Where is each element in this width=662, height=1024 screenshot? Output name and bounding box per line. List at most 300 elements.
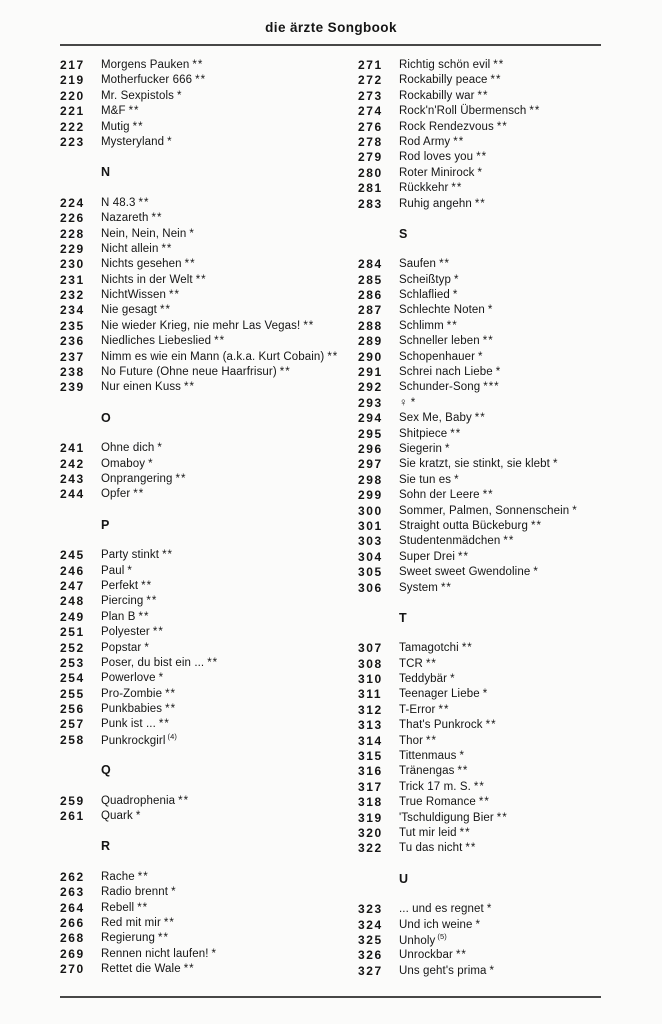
edition-asterisk-mark: **	[151, 212, 163, 225]
song-entry	[60, 671, 360, 686]
song-title: That's Punkrock **	[399, 719, 497, 732]
edition-asterisk-mark: *	[459, 750, 465, 763]
song-page-number: 251	[60, 625, 85, 640]
song-title: Und ich weine *	[399, 918, 482, 931]
song-entry	[358, 734, 658, 749]
song-title: Unholy $^{(5)}$	[399, 931, 447, 947]
song-page-number: 230	[60, 257, 85, 272]
song-page-number: 266	[60, 915, 85, 930]
edition-asterisk-mark: **	[530, 519, 542, 532]
song-entry	[358, 473, 658, 488]
song-entry	[358, 319, 658, 334]
section-letter: Q	[101, 763, 111, 778]
index-column-right	[358, 58, 658, 979]
song-page-number: 297	[358, 457, 383, 472]
song-page-number: 293	[358, 395, 383, 410]
song-title: Schneller leben **	[399, 335, 494, 348]
edition-asterisk-mark: *	[171, 886, 177, 899]
song-entry	[358, 135, 658, 150]
song-entry	[358, 73, 658, 88]
edition-asterisk-mark: *	[135, 810, 142, 823]
edition-asterisk-mark: **	[453, 135, 465, 148]
song-page-number: 316	[358, 764, 383, 779]
song-entry	[60, 441, 360, 456]
song-entry	[358, 519, 658, 534]
song-page-number: 219	[60, 73, 85, 88]
song-page-number: 311	[358, 687, 383, 702]
song-entry	[60, 457, 360, 472]
song-entry	[60, 242, 360, 257]
song-page-number: 280	[358, 165, 383, 180]
song-page-number: 298	[358, 472, 383, 487]
song-page-number: 244	[60, 487, 85, 502]
song-entry	[358, 764, 658, 779]
song-page-number: 232	[60, 288, 85, 303]
song-page-number: 237	[60, 349, 85, 364]
song-title: Party stinkt **	[101, 549, 174, 562]
edition-asterisk-mark: **	[279, 366, 291, 379]
page-title: die ärzte Songbook	[265, 20, 397, 35]
edition-asterisk-mark: **	[474, 412, 486, 425]
song-title: Omaboy *	[101, 457, 154, 470]
song-entry	[60, 350, 360, 365]
song-entry	[358, 120, 658, 135]
edition-asterisk-mark: *	[489, 964, 496, 977]
song-entry	[358, 687, 658, 702]
song-entry	[358, 749, 658, 764]
song-entry	[60, 656, 360, 671]
song-title: Saufen **	[399, 258, 451, 271]
song-page-number: 258	[60, 732, 85, 747]
song-entry	[60, 89, 360, 104]
song-entry	[60, 931, 360, 946]
song-title: Red mit mir **	[101, 916, 175, 929]
song-entry	[358, 89, 658, 104]
song-title: Super Drei **	[399, 550, 469, 563]
song-page-number: 247	[60, 578, 85, 593]
song-title: Scheißtyp *	[399, 273, 460, 286]
song-title: Onprangering **	[101, 472, 187, 485]
song-title: Pro-Zombie **	[101, 687, 177, 700]
song-title: Piercing **	[101, 595, 158, 608]
song-page-number: 239	[60, 380, 85, 395]
song-title: ... und es regnet *	[399, 903, 493, 916]
edition-asterisk-mark: *	[454, 273, 460, 286]
song-page-number: 305	[358, 565, 383, 580]
song-title: Perfekt **	[101, 579, 153, 592]
song-entry	[60, 548, 360, 563]
edition-asterisk-mark: **	[163, 916, 175, 929]
song-entry	[60, 794, 360, 809]
song-title: Tu das nicht **	[399, 842, 477, 855]
edition-asterisk-mark: **	[152, 626, 164, 639]
song-page-number: 262	[60, 869, 85, 884]
edition-asterisk-mark: **	[158, 718, 170, 731]
header-rule	[60, 44, 601, 46]
song-title: Ohne dich *	[101, 442, 163, 455]
edition-asterisk-mark: **	[138, 610, 150, 623]
edition-asterisk-mark: **	[195, 74, 207, 87]
song-title: Studentenmädchen **	[399, 535, 515, 548]
song-entry	[60, 365, 360, 380]
song-title: Rockabilly peace **	[399, 74, 502, 87]
section-letter: O	[101, 410, 111, 425]
song-title: Paul *	[101, 564, 133, 577]
song-page-number: 289	[358, 334, 383, 349]
song-title: Punkbabies **	[101, 703, 177, 716]
song-page-number: 243	[60, 471, 85, 486]
song-page-number: 235	[60, 318, 85, 333]
song-title: Nimm es wie ein Mann (a.k.a. Kurt Cobain) **	[101, 350, 339, 363]
song-entry	[60, 196, 360, 211]
song-title: Mutig **	[101, 120, 144, 133]
song-title: Nichts in der Welt **	[101, 273, 207, 286]
song-entry	[60, 579, 360, 594]
edition-asterisk-mark: *	[211, 947, 217, 960]
song-title: Nein, Nein, Nein *	[101, 227, 195, 240]
song-page-number: 276	[358, 119, 383, 134]
song-title: Quadrophenia **	[101, 794, 190, 807]
song-entry	[358, 257, 658, 272]
edition-asterisk-mark: **	[137, 870, 149, 883]
section-letter: S	[399, 226, 408, 241]
song-entry	[60, 564, 360, 579]
section-letter: R	[101, 839, 111, 854]
song-title: True Romance **	[399, 796, 490, 809]
song-entry	[60, 809, 360, 824]
song-page-number: 273	[358, 88, 383, 103]
song-page-number: 322	[358, 841, 383, 856]
song-title: Radio brennt *	[101, 886, 177, 899]
song-title: Roter Minirock *	[399, 166, 484, 179]
edition-asterisk-mark: **	[426, 734, 437, 747]
song-entry	[358, 780, 658, 795]
song-page-number: 223	[60, 134, 85, 149]
song-page-number: 261	[60, 809, 85, 824]
song-title: Rock'n'Roll Übermensch **	[399, 105, 541, 118]
edition-asterisk-mark: **	[128, 105, 140, 118]
song-entry	[60, 733, 360, 748]
song-page-number: 303	[358, 534, 383, 549]
edition-asterisk-mark: *	[477, 166, 484, 179]
song-entry	[358, 703, 658, 718]
edition-asterisk-mark: *	[482, 688, 489, 701]
edition-asterisk-mark: *	[572, 504, 578, 517]
edition-asterisk-mark: **	[465, 842, 477, 855]
song-page-number: 279	[358, 150, 383, 165]
edition-asterisk-mark: **	[446, 319, 458, 332]
song-page-number: 217	[60, 58, 85, 72]
song-entry	[60, 273, 360, 288]
song-entry	[60, 885, 360, 900]
song-title: Schopenhauer *	[399, 350, 484, 363]
edition-asterisk-mark: *	[167, 135, 173, 148]
song-title: Mr. Sexpistols *	[101, 89, 183, 102]
song-page-number: 274	[358, 104, 383, 119]
edition-asterisk-mark: **	[141, 579, 153, 592]
song-page-number: 315	[358, 749, 383, 764]
edition-asterisk-mark: *	[533, 566, 539, 579]
song-entry	[358, 427, 658, 442]
edition-asterisk-mark: **	[461, 642, 473, 655]
song-title: Quark *	[101, 810, 142, 823]
song-entry	[60, 380, 360, 395]
song-page-number: 242	[60, 456, 85, 471]
song-entry	[358, 550, 658, 565]
song-title: Rebell **	[101, 901, 149, 914]
song-title: Straight outta Bückeburg **	[399, 519, 542, 532]
song-title: Popstar *	[101, 641, 150, 654]
song-title: Sohn der Leere **	[399, 489, 494, 502]
edition-asterisk-mark: **	[503, 535, 515, 548]
song-entry	[358, 504, 658, 519]
song-page-number: 228	[60, 226, 85, 241]
edition-asterisk-mark: *	[148, 457, 154, 470]
edition-asterisk-mark: **	[159, 304, 171, 317]
edition-asterisk-mark: **	[451, 182, 463, 195]
edition-asterisk-mark: **	[184, 381, 195, 394]
song-entry	[60, 120, 360, 135]
edition-asterisk-mark: **	[482, 335, 494, 348]
song-title: Mysteryland *	[101, 135, 173, 148]
song-title: Tittenmaus *	[399, 750, 465, 763]
song-page-number: 317	[358, 779, 383, 794]
song-page-number: 220	[60, 88, 85, 103]
song-entry	[358, 841, 658, 856]
song-entry	[60, 303, 360, 318]
song-entry	[60, 947, 360, 962]
song-entry	[60, 901, 360, 916]
song-page-number: 234	[60, 303, 85, 318]
edition-asterisk-mark: **	[178, 794, 190, 807]
song-title: NichtWissen **	[101, 289, 180, 302]
song-page-number: 231	[60, 272, 85, 287]
edition-asterisk-mark: **	[439, 258, 451, 271]
song-entry	[358, 104, 658, 119]
song-entry	[60, 104, 360, 119]
song-entry	[60, 135, 360, 150]
edition-asterisk-mark: **	[496, 120, 508, 133]
song-page-number: 236	[60, 334, 85, 349]
song-entry	[60, 625, 360, 640]
song-title: Punk ist ... **	[101, 718, 170, 731]
edition-asterisk-mark: *	[487, 304, 494, 317]
song-page-number: 294	[358, 411, 383, 426]
song-entry	[60, 702, 360, 717]
edition-asterisk-mark: **	[473, 780, 485, 793]
song-page-number: 307	[358, 641, 383, 656]
song-entry	[358, 964, 658, 979]
song-title: Tränengas **	[399, 765, 469, 778]
song-page-number: 313	[358, 718, 383, 733]
song-page-number: 269	[60, 946, 85, 961]
song-title: Schlaflied *	[399, 289, 459, 302]
song-title: Unrockbar **	[399, 949, 467, 962]
song-entry	[60, 916, 360, 931]
song-entry	[358, 795, 658, 810]
section-letter: U	[399, 871, 409, 886]
edition-asterisk-mark: **	[425, 657, 437, 670]
edition-asterisk-mark: **	[477, 89, 489, 102]
song-entry	[358, 273, 658, 288]
edition-asterisk-mark: **	[133, 488, 145, 501]
song-title: TCR **	[399, 657, 437, 670]
song-page-number: 259	[60, 793, 85, 808]
song-page-number: 271	[358, 58, 383, 72]
song-title: Shitpiece **	[399, 427, 462, 440]
song-title: Richtig schön evil **	[399, 59, 505, 71]
song-entry	[358, 380, 658, 395]
footer-rule	[60, 996, 601, 998]
song-title: Rockabilly war **	[399, 89, 489, 102]
song-entry	[358, 657, 658, 672]
song-title: Rod Army **	[399, 135, 465, 148]
edition-asterisk-mark: **	[137, 901, 149, 914]
song-entry	[358, 641, 658, 656]
song-page-number: 249	[60, 609, 85, 624]
song-title: Tamagotchi **	[399, 642, 473, 655]
song-title: Nazareth **	[101, 212, 163, 225]
song-entry	[60, 870, 360, 885]
song-title: Schrei nach Liebe *	[399, 366, 502, 379]
edition-asterisk-mark: **	[184, 258, 196, 271]
song-title: Poser, du bist ein ... **	[101, 656, 219, 669]
song-title: Rennen nicht laufen! *	[101, 947, 217, 960]
song-page-number: 301	[358, 518, 383, 533]
song-page-number: 319	[358, 810, 383, 825]
song-title: Thor **	[399, 734, 437, 747]
song-page-number: 254	[60, 671, 85, 686]
song-page-number: 314	[358, 733, 383, 748]
song-page-number: 326	[358, 948, 383, 963]
song-title: Tut mir leid **	[399, 826, 471, 839]
song-page-number: 272	[358, 73, 383, 88]
song-page-number: 255	[60, 686, 85, 701]
song-entry	[358, 365, 658, 380]
edition-asterisk-mark: **	[482, 489, 494, 502]
song-title: Rock Rendezvous **	[399, 120, 508, 133]
edition-asterisk-mark: **	[183, 963, 195, 976]
song-title: Nichts gesehen **	[101, 258, 196, 271]
song-page-number: 283	[358, 196, 383, 211]
song-title: Opfer **	[101, 488, 145, 501]
song-entry	[358, 826, 658, 841]
song-page-number: 304	[358, 549, 383, 564]
edition-asterisk-mark: *	[552, 458, 559, 471]
song-title: Schunder-Song ***	[399, 381, 500, 394]
footnote-superscript: (5)	[437, 931, 447, 941]
song-entry	[358, 902, 658, 917]
song-page-number: 308	[358, 656, 383, 671]
edition-asterisk-mark: *	[450, 673, 456, 686]
edition-asterisk-mark: **	[207, 656, 219, 669]
song-page-number: 270	[60, 962, 85, 977]
song-entry	[358, 334, 658, 349]
song-page-number: 306	[358, 580, 383, 595]
song-page-number: 292	[358, 380, 383, 395]
song-page-number: 263	[60, 885, 85, 900]
song-title: Powerlove *	[101, 672, 165, 685]
song-title: Uns geht's prima *	[399, 964, 496, 977]
song-page-number: 310	[358, 672, 383, 687]
song-title: Sie kratzt, sie stinkt, sie klebt *	[399, 458, 559, 471]
edition-asterisk-mark: **	[195, 273, 207, 286]
song-entry	[358, 181, 658, 196]
footnote-superscript: (4)	[167, 731, 177, 741]
song-entry	[358, 288, 658, 303]
edition-asterisk-mark: *	[478, 350, 484, 363]
song-title: M&F **	[101, 105, 140, 118]
edition-asterisk-mark: *	[486, 903, 493, 916]
edition-asterisk-mark: *	[144, 641, 150, 654]
song-entry	[358, 166, 658, 181]
song-page-number: 252	[60, 640, 85, 655]
song-entry	[60, 594, 360, 609]
edition-asterisk-mark: **	[474, 197, 486, 210]
song-title: Rache **	[101, 870, 149, 883]
song-title: Siegerin *	[399, 442, 451, 455]
song-page-number: 284	[358, 257, 383, 272]
edition-asterisk-mark: **	[214, 335, 226, 348]
edition-asterisk-mark: **	[455, 949, 467, 962]
song-page-number: 323	[358, 902, 383, 917]
song-page-number: 285	[358, 272, 383, 287]
song-title: Nie wieder Krieg, nie mehr Las Vegas! **	[101, 319, 315, 332]
song-entry	[358, 150, 658, 165]
song-page-number: 287	[358, 303, 383, 318]
song-entry	[358, 811, 658, 826]
song-entry	[60, 717, 360, 732]
edition-asterisk-mark: **	[459, 826, 471, 839]
song-page-number: 290	[358, 349, 383, 364]
song-page-number: 241	[60, 441, 85, 456]
song-page-number: 248	[60, 594, 85, 609]
song-page-number: 281	[358, 181, 383, 196]
song-title: Nicht allein **	[101, 242, 173, 255]
song-entry	[60, 610, 360, 625]
song-entry	[358, 58, 658, 73]
song-page-number: 229	[60, 241, 85, 256]
song-title: Sie tun es *	[399, 473, 460, 486]
song-page-number: 325	[358, 932, 383, 947]
song-entry	[60, 319, 360, 334]
song-page-number: 253	[60, 655, 85, 670]
song-entry	[60, 58, 360, 73]
edition-asterisk-mark: **	[192, 59, 204, 71]
song-title: Plan B **	[101, 610, 150, 623]
song-title: Teddybär *	[399, 673, 456, 686]
song-entry	[60, 687, 360, 702]
song-title: Ruhig angehn **	[399, 197, 486, 210]
song-entry	[358, 918, 658, 933]
edition-asterisk-mark: **	[440, 581, 452, 594]
song-page-number: 299	[358, 488, 383, 503]
song-title: ♀ *	[399, 396, 417, 409]
edition-asterisk-mark: **	[493, 59, 505, 71]
edition-asterisk-mark: *	[127, 564, 133, 577]
song-title: Teenager Liebe *	[399, 688, 489, 701]
song-entry	[358, 581, 658, 596]
edition-asterisk-mark: **	[450, 427, 462, 440]
song-page-number: 291	[358, 365, 383, 380]
song-title: Regierung **	[101, 932, 169, 945]
song-title: Sommer, Palmen, Sonnenschein *	[399, 504, 578, 517]
song-title: Niedliches Liebeslied **	[101, 335, 226, 348]
song-page-number: 296	[358, 441, 383, 456]
song-entry	[358, 672, 658, 687]
edition-asterisk-mark: **	[165, 687, 177, 700]
edition-asterisk-mark: ***	[483, 381, 500, 394]
